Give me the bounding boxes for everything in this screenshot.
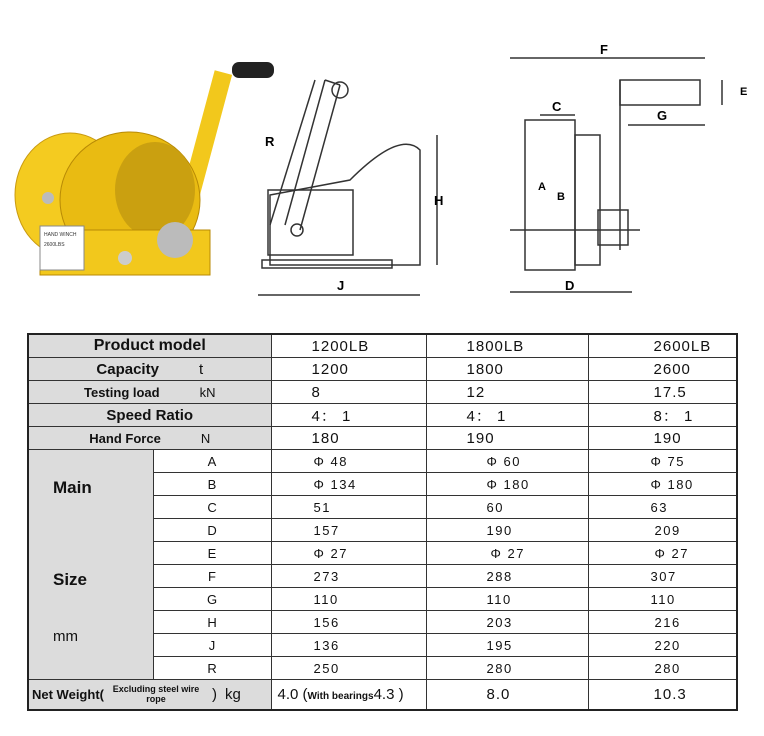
dim-key: G [153,588,271,611]
cell: Φ 27 [588,542,737,565]
net-weight-unit: kg [224,685,241,703]
cell: 307 [588,565,737,588]
dim-label-h: H [434,193,444,208]
value: 4.0 [277,685,299,703]
product-images [0,0,764,320]
weight-2600: 10.3 [588,680,737,710]
net-weight-label: Net Weight( [32,686,104,702]
plate-text: 2600LBS [44,242,65,248]
cell: 110 [426,588,588,611]
model-2600: 2600LB [588,334,737,358]
cell: 220 [588,634,737,657]
table-row [28,427,737,450]
cell: Φ 60 [426,450,588,473]
cell: 2600 [588,358,737,381]
cell: Φ 27 [271,542,426,565]
dim-label-r: R [265,134,275,149]
cell: 190 [426,427,588,450]
cell: 190 [588,427,737,450]
mm-label: mm [53,628,78,645]
dim-key: F [153,565,271,588]
cell: 63 [588,496,737,519]
cell: 250 [271,657,426,680]
cell: 273 [271,565,426,588]
cell: 180 [271,427,426,450]
table-row [28,334,737,358]
dim-label-d: D [565,278,575,293]
dim-label-a: A [538,181,546,193]
cell: Φ 134 [271,473,426,496]
dim-key: R [153,657,271,680]
table-row [28,358,737,381]
dim-key: B [153,473,271,496]
cell: 110 [271,588,426,611]
cell: 203 [426,611,588,634]
table-row [28,381,737,404]
cell: 1200 [271,358,426,381]
winch-photo [15,62,274,275]
cell: 60 [426,496,588,519]
row-label: Testing load [84,384,160,400]
side-view-drawing [258,80,437,295]
main-label: Main [53,478,92,497]
cell: 8 [271,381,426,404]
value: 4.3 [373,685,395,703]
dim-key: C [153,496,271,519]
winch-illustrations [0,0,764,320]
weight-1200 [271,680,426,710]
row-label: Speed Ratio [106,406,194,424]
cell: 156 [271,611,426,634]
cell: 51 [271,496,426,519]
cell: 157 [271,519,426,542]
cell: Φ 180 [588,473,737,496]
cell: Φ 75 [588,450,737,473]
product-model-label: Product model [28,334,271,358]
paren: ) [211,685,217,703]
net-weight-header [28,680,271,710]
dim-label-e: E [740,86,748,98]
plate-text: HAND WINCH [44,232,77,238]
dim-label-b: B [557,191,565,203]
cell: 280 [588,657,737,680]
row-unit: N [200,430,211,446]
cell: 136 [271,634,426,657]
dim-key: E [153,542,271,565]
cell: 209 [588,519,737,542]
cell: 216 [588,611,737,634]
weight-1800: 8.0 [426,680,588,710]
cell: 17.5 [588,381,737,404]
row-header [28,404,271,427]
main-size-label [28,450,153,680]
model-1800: 1800LB [426,334,588,358]
front-view-drawing [510,58,722,292]
dim-key: H [153,611,271,634]
paren: ) [398,685,404,703]
row-header [28,381,271,404]
cell: 12 [426,381,588,404]
dim-row [28,450,737,473]
bearing-note: With bearings [307,690,374,702]
cell: 4： 1 [271,404,426,427]
row-unit: kN [199,384,216,400]
dim-label-g: G [657,108,668,123]
row-label: Capacity [96,360,159,378]
cell: 190 [426,519,588,542]
paren: ( [302,685,308,703]
cell: 4： 1 [426,404,588,427]
dim-label-j: J [337,278,345,293]
dim-label-c: C [552,99,562,114]
size-label: Size [53,570,88,589]
row-unit: t [198,360,204,378]
dim-key: D [153,519,271,542]
cell: 8： 1 [588,404,737,427]
dim-key: A [153,450,271,473]
cell: Φ 27 [426,542,588,565]
cell: 1800 [426,358,588,381]
row-header [28,358,271,381]
dim-key: J [153,634,271,657]
model-1200: 1200LB [271,334,426,358]
row-header [28,427,271,450]
dim-label-f: F [600,42,608,57]
cell: 195 [426,634,588,657]
spec-table [27,333,738,711]
table-row [28,404,737,427]
cell: 288 [426,565,588,588]
cell: 280 [426,657,588,680]
row-label: Hand Force [89,430,161,446]
cell: 110 [588,588,737,611]
net-weight-note: Excluding steel wire rope [112,684,200,705]
net-weight-label-group [32,684,271,704]
cell: Φ 180 [426,473,588,496]
cell: Φ 48 [271,450,426,473]
net-weight-row [28,680,737,710]
